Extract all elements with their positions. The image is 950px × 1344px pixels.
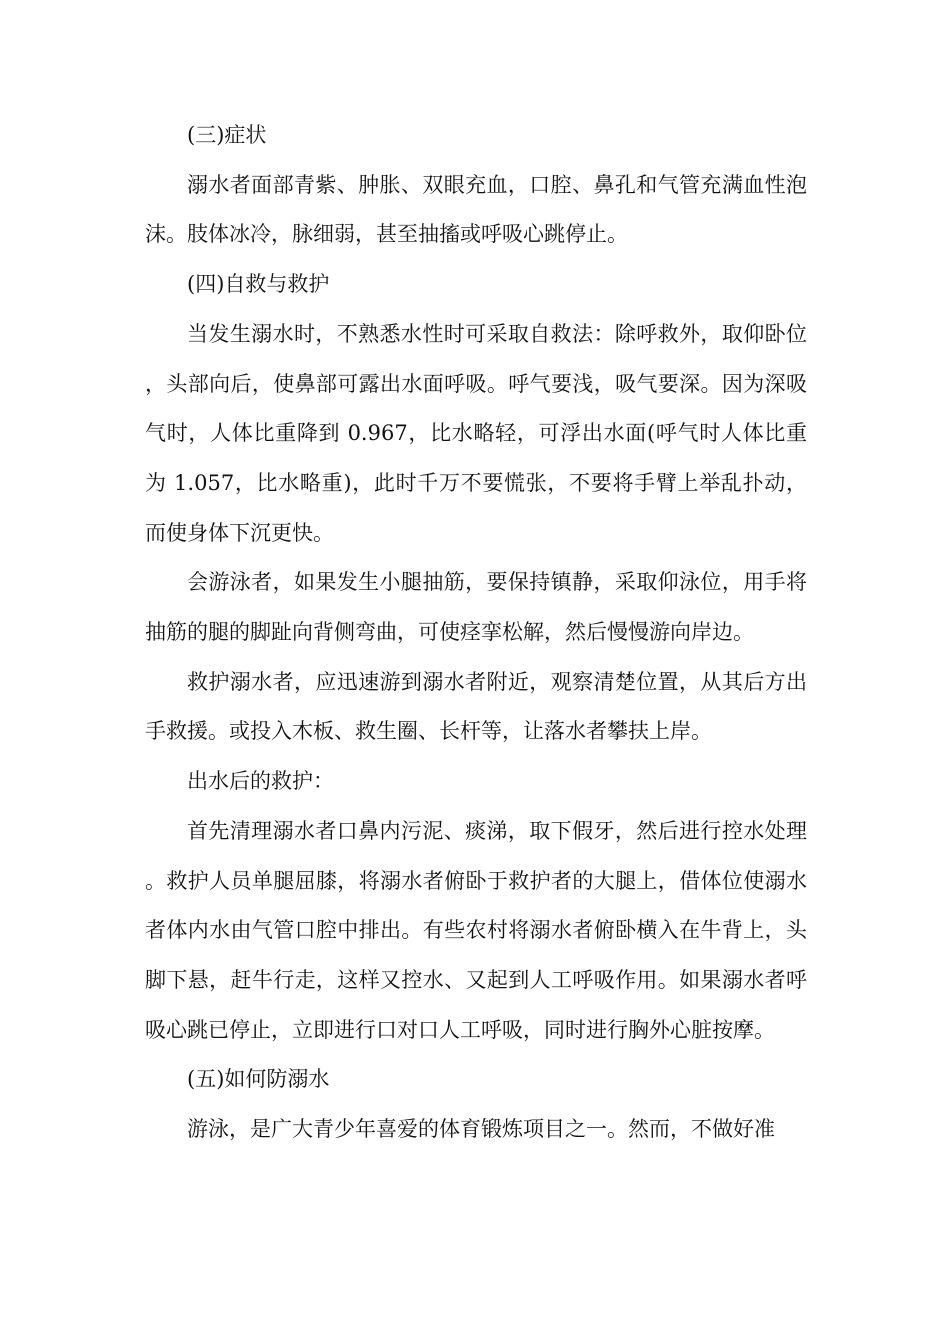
paragraph-leg-cramp: 会游泳者，如果发生小腿抽筋，要保持镇静，采取仰泳位，用手将抽筋的腿的脚趾向背侧弯曲，可使痉挛松解，然后慢慢游向岸边。 xyxy=(145,570,807,645)
paragraph-prevention: 游泳，是广大青少年喜爱的体育锻炼项目之一。然而，不做好准 xyxy=(187,1117,775,1142)
section-heading-self-rescue: (四)自救与救护 xyxy=(187,272,330,297)
document-body xyxy=(145,111,807,1155)
paragraph-self-rescue: 当发生溺水时，不熟悉水性时可采取自救法：除呼救外，取仰卧位，头部向后，使鼻部可露出水面呼吸。呼气要浅，吸气要深。因为深吸气时，人体比重降到 0.967，比水略轻，可浮出水面(呼气时人体比重为 1.057，比水略重)，此时千万不要慌张，不要将手臂上举乱扑动，而使身体下沉更快。 xyxy=(145,321,807,545)
subheading-after-rescue: 出水后的救护： xyxy=(187,769,334,794)
section-heading-symptoms: (三)症状 xyxy=(187,123,267,147)
paragraph-rescue-others: 救护溺水者，应迅速游到溺水者附近，观察清楚位置，从其后方出手救援。或投入木板、救生圈、长杆等，让落水者攀扶上岸。 xyxy=(145,669,807,744)
section-heading-prevention: (五)如何防溺水 xyxy=(187,1067,330,1092)
paragraph-symptoms: 溺水者面部青紫、肿胀、双眼充血，口腔、鼻孔和气管充满血性泡沫。肢体冰冷，脉细弱，甚至抽搐或呼吸心跳停止。 xyxy=(145,172,807,247)
paragraph-after-rescue: 首先清理溺水者口鼻内污泥、痰涕，取下假牙，然后进行控水处理。救护人员单腿屈膝，将溺水者俯卧于救护者的大腿上，借体位使溺水者体内水由气管口腔中排出。有些农村将溺水者俯卧横入在牛背上，头脚下悬，赶牛行走，这样又控水、又起到人工呼吸作用。如果溺水者呼吸心跳已停止，立即进行口对口人工呼吸，同时进行胸外心脏按摩。 xyxy=(145,818,807,1042)
